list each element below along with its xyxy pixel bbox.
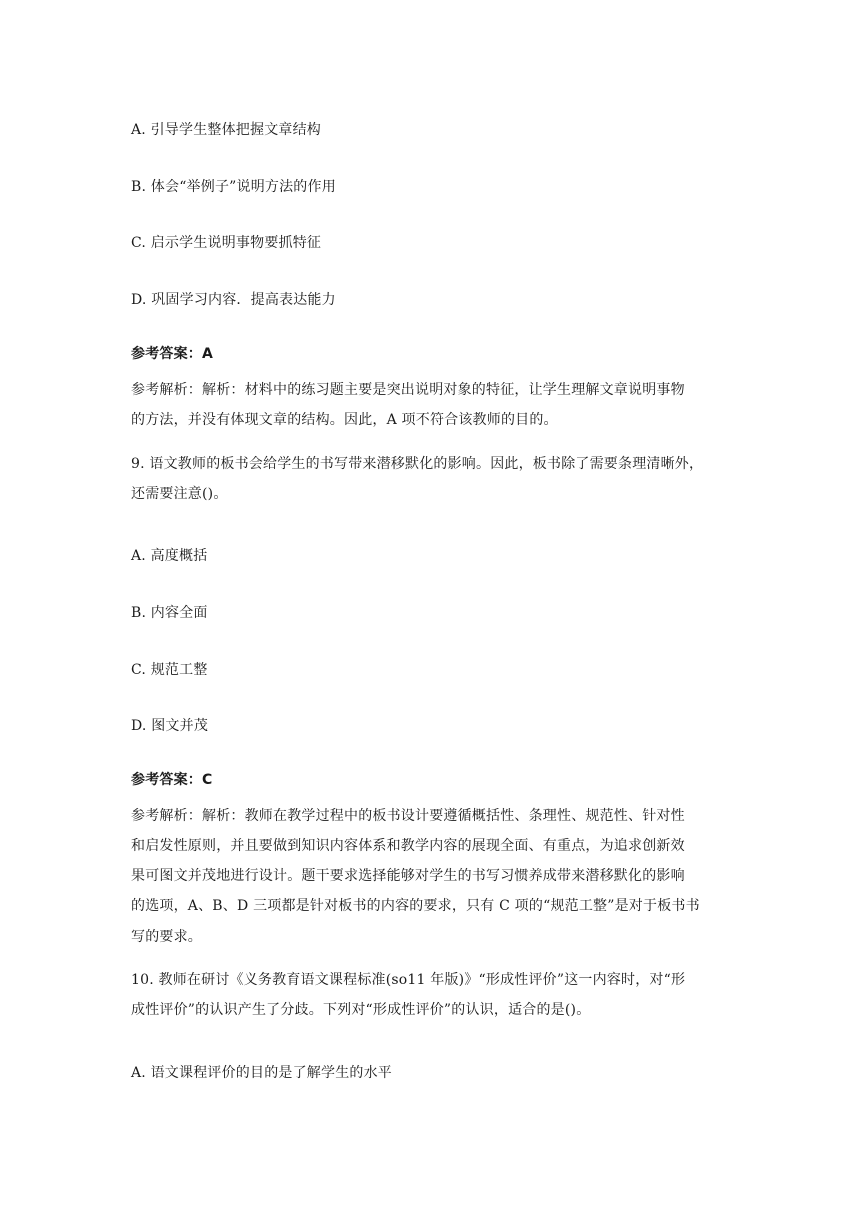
q10-stem-line-1: 10. 教师在研讨《义务教育语文课程标准(so11 年版)》“形成性评价”这一内容时，对“形 bbox=[131, 972, 686, 988]
q9-answer: 参考答案：C bbox=[131, 772, 213, 788]
q10-stem-line-2: 成性评价”的认识产生了分歧。下列对“形成性评价”的认识，适合的是()。 bbox=[131, 1002, 591, 1018]
q8-option-b: B. 体会“举例子”说明方法的作用 bbox=[131, 179, 336, 195]
q10-option-a: A. 语文课程评价的目的是了解学生的水平 bbox=[131, 1065, 393, 1081]
q9-analysis-line-2: 和启发性原则，并且要做到知识内容体系和教学内容的展现全面、有重点，为追求创新效 bbox=[131, 838, 685, 854]
q9-stem-line-1: 9. 语文教师的板书会给学生的书写带来潜移默化的影响。因此，板书除了需要条理清晰外， bbox=[131, 456, 704, 472]
q8-analysis-line-1: 参考解析：解析：材料中的练习题主要是突出说明对象的特征，让学生理解文章说明事物 bbox=[131, 382, 685, 398]
q8-analysis-line-2: 的方法，并没有体现文章的结构。因此，A 项不符合该教师的目的。 bbox=[131, 412, 558, 428]
q8-option-d: D. 巩固学习内容．提高表达能力 bbox=[131, 292, 336, 308]
q9-option-d: D. 图文并茂 bbox=[131, 718, 209, 734]
q9-analysis-line-1: 参考解析：解析：教师在教学过程中的板书设计要遵循概括性、条理性、规范性、针对性 bbox=[131, 808, 685, 824]
q9-option-c: C. 规范工整 bbox=[131, 662, 208, 678]
q9-analysis-line-5: 写的要求。 bbox=[131, 929, 202, 945]
q8-option-a: A. 引导学生整体把握文章结构 bbox=[131, 122, 322, 138]
q8-option-c: C. 启示学生说明事物要抓特征 bbox=[131, 235, 322, 251]
q9-option-b: B. 内容全面 bbox=[131, 605, 208, 621]
q9-analysis-line-4: 的选项，A、B、D 三项都是针对板书的内容的要求，只有 C 项的“规范工整”是对于板书书 bbox=[131, 898, 700, 914]
q9-stem-line-2: 还需要注意()。 bbox=[131, 486, 228, 502]
q8-answer: 参考答案：A bbox=[131, 346, 214, 362]
q9-analysis-line-3: 果可图文并茂地进行设计。题干要求选择能够对学生的书写习惯养成带来潜移默化的影响 bbox=[131, 868, 685, 884]
q9-option-a: A. 高度概括 bbox=[131, 548, 208, 564]
